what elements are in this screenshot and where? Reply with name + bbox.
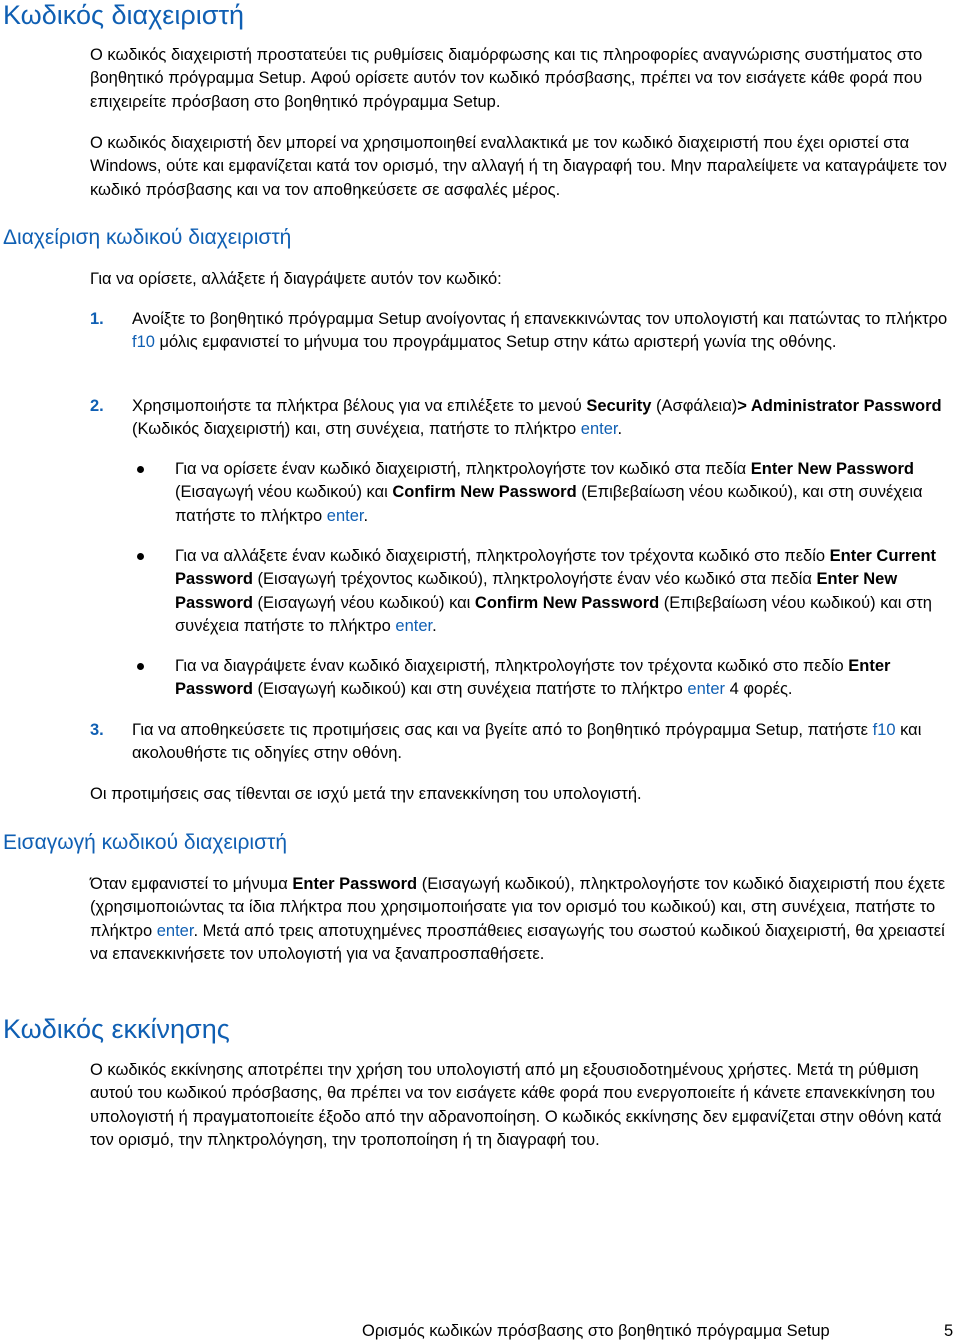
step-1: Ανοίξτε το βοηθητικό πρόγραμμα Setup ανοίγοντας ή επανεκκινώντας τον υπολογιστή και πατώντας το πλήκτρο f10 μόλις εμφανιστεί το μήνυμα του προγράμματος Setup στην κάτω αριστερή γωνία της οθόνης. — [132, 310, 948, 352]
key-enter: enter — [580, 420, 618, 439]
key-enter: enter — [326, 506, 364, 525]
step-number: 2. — [90, 397, 104, 415]
menu-security: Security — [586, 397, 652, 415]
bullet-delete-password: Για να διαγράψετε έναν κωδικό διαχειριστή, πληκτρολογήστε τον τρέχοντα κωδικό στο πεδίο Enter Password (Εισαγωγή κωδικού) και στη συνέχεια πατήστε το πλήκτρο enter 4 φορές. — [175, 657, 891, 699]
key-enter: enter — [156, 921, 194, 940]
step-number: 1. — [90, 310, 104, 328]
admin-password-note: Ο κωδικός διαχειριστή δεν μπορεί να χρησιμοποιηθεί εναλλακτικά με τον κωδικό διαχειριστή που έχει οριστεί στα Windows, ούτε και εμφανίζεται κατά τον ορισμό, την αλλαγή ή τη διαγραφή του. Μην παραλείψετε να καταγράψετε τον κωδικό πρόσβασης και να τον αποθηκεύσετε σε ασφαλές μέρος. — [90, 134, 947, 199]
bullet-icon — [137, 663, 144, 670]
menu-administrator-password: > Administrator Password — [737, 397, 942, 415]
page-number: 5 — [944, 1322, 954, 1340]
manage-intro: Για να ορίσετε, αλλάξετε ή διαγράψετε αυτόν τον κωδικό: — [90, 270, 502, 288]
heading-manage-admin-password: Διαχείριση κωδικού διαχειριστή — [3, 226, 292, 249]
step-number: 3. — [90, 721, 104, 739]
step-3: Για να αποθηκεύσετε τις προτιμήσεις σας και να βγείτε από το βοηθητικό πρόγραμμα Setup, πατήστε f10 και ακολουθήστε τις οδηγίες στην οθόνη. — [132, 721, 922, 763]
heading-power-on-password: Κωδικός εκκίνησης — [3, 1014, 230, 1044]
heading-admin-password: Κωδικός διαχειριστή — [3, 0, 245, 30]
key-f10: f10 — [872, 721, 896, 739]
step-2: Χρησιμοποιήστε τα πλήκτρα βέλους για να επιλέξετε το μενού Security (Ασφάλεια)> Administrator Password (Κωδικός διαχειριστή) και, στη συνέχεια, πατήστε το πλήκτρο enter. — [132, 397, 942, 439]
bullet-set-password: Για να ορίσετε έναν κωδικό διαχειριστή, πληκτρολογήστε τον κωδικό στα πεδία Enter New Password (Εισαγωγή νέου κωδικού) και Confirm New Password (Επιβεβαίωση νέου κωδικού), και στη συνέχεια πατήστε το πλήκτρο enter. — [175, 460, 923, 525]
power-on-password-text: Ο κωδικός εκκίνησης αποτρέπει την χρήση του υπολογιστή από μη εξουσιοδοτημένους χρήστες. Μετά τη ρύθμιση αυτού του κωδικού πρόσβασης, θα πρέπει να τον εισάγετε κάθε φορά που ενεργοποιείτε ή κάνετε επανεκκίνηση του υπολογιστή ή πραγματοποιείτε έξοδο από την αδρανοποίηση. Ο κωδικός εκκίνησης δεν εμφανίζεται στην οθόνη κατά τον ορισμό, την πληκτρολόγηση, την τροποποίηση ή τη διαγραφή του. — [90, 1061, 942, 1149]
footer-title: Ορισμός κωδικών πρόσβασης στο βοηθητικό πρόγραμμα Setup — [362, 1322, 830, 1340]
enter-admin-password-text: Όταν εμφανιστεί το μήνυμα Enter Password (Εισαγωγή κωδικού), πληκτρολογήστε τον κωδικό διαχειριστή που έχετε (χρησιμοποιώντας τα ίδια πλήκτρα που χρησιμοποιήσατε για τον ορισμό του κωδικού) και, στη συνέχεια, πατήστε το πλήκτρο enter. Μετά από τρεις αποτυχημένες προσπάθειες εισαγωγής του σωστού κωδικού διαχειριστή, θα χρειαστεί να επανεκκινήσετε τον υπολογιστή για να ξαναπροσπαθήσετε. — [90, 875, 946, 963]
heading-enter-admin-password: Εισαγωγή κωδικού διαχειριστή — [3, 831, 288, 854]
key-f10: f10 — [132, 333, 155, 352]
key-enter: enter — [395, 616, 433, 635]
admin-password-intro: Ο κωδικός διαχειριστή προστατεύει τις ρυθμίσεις διαμόρφωσης και τις πληροφορίες αναγνώρισης συστήματος στο βοηθητικό πρόγραμμα Setup. Αφού ορίσετε αυτόν τον κωδικό πρόσβασης, πρέπει να τον εισάγετε κάθε φορά που επιχειρείτε πρόσβαση στο βοηθητικό πρόγραμμα Setup. — [90, 46, 923, 111]
bullet-icon — [137, 466, 144, 473]
bullet-change-password: Για να αλλάξετε έναν κωδικό διαχειριστή, πληκτρολογήστε τον τρέχοντα κωδικό στο πεδίο Enter Current Password (Εισαγωγή τρέχοντος κωδικού), πληκτρολογήστε έναν νέο κωδικό στα πεδία Enter New Password (Εισαγωγή νέου κωδικού) και Confirm New Password (Επιβεβαίωση νέου κωδικού) και στη συνέχεια πατήστε το πλήκτρο enter. — [175, 547, 937, 635]
key-enter: enter — [687, 680, 726, 699]
manage-outro: Οι προτιμήσεις σας τίθενται σε ισχύ μετά την επανεκκίνηση του υπολογιστή. — [90, 785, 642, 803]
bullet-icon — [137, 553, 144, 560]
